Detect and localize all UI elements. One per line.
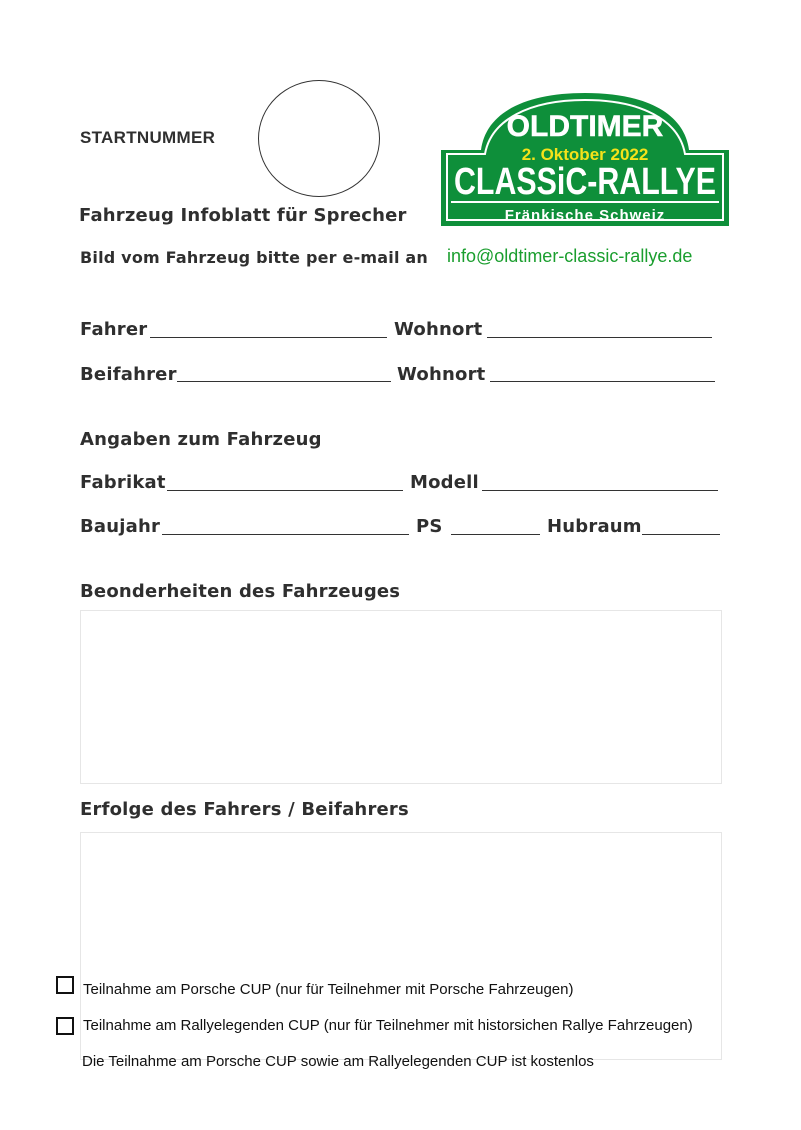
modell-label: Modell — [410, 472, 479, 493]
successes-title: Erfolge des Fahrers / Beifahrers — [80, 799, 409, 820]
fahrer-label: Fahrer — [80, 319, 148, 340]
wohnort-label: Wohnort — [394, 319, 483, 340]
fahrer-wohnort-field[interactable] — [487, 337, 712, 338]
fahrer-field[interactable] — [150, 337, 387, 338]
beifahrer-label: Beifahrer — [80, 364, 177, 385]
modell-field[interactable] — [482, 490, 718, 491]
fabrikat-label: Fabrikat — [80, 472, 166, 493]
fabrikat-field[interactable] — [167, 490, 403, 491]
baujahr-label: Baujahr — [80, 516, 161, 537]
rallye-logo-graphic — [441, 90, 729, 230]
rallye-logo — [441, 90, 729, 230]
startnummer-circle[interactable] — [258, 80, 380, 197]
beifahrer-wohnort-field[interactable] — [490, 381, 715, 382]
logo-date: 2. Oktober 2022 — [521, 145, 649, 164]
startnummer-label: STARTNUMMER — [80, 128, 216, 147]
vehicle-section-title: Angaben zum Fahrzeug — [80, 429, 322, 450]
porsche-cup-label: Teilnahme am Porsche CUP (nur für Teilnehmer mit Porsche Fahrzeugen) — [83, 981, 574, 998]
photo-instruction: Bild vom Fahrzeug bitte per e-mail an — [80, 248, 429, 267]
ps-field[interactable] — [451, 534, 540, 535]
wohnort2-label: Wohnort — [397, 364, 486, 385]
specials-textarea[interactable] — [80, 610, 722, 784]
rallyelegenden-cup-checkbox[interactable] — [56, 1017, 74, 1035]
email-link[interactable]: info@oldtimer-classic-rallye.de — [447, 246, 693, 266]
hubraum-label: Hubraum — [547, 516, 642, 537]
porsche-cup-checkbox[interactable] — [56, 976, 74, 994]
cup-note: Die Teilnahme am Porsche CUP sowie am Rallyelegenden CUP ist kostenlos — [82, 1053, 594, 1070]
ps-label: PS — [416, 516, 443, 537]
logo-line2: CLASSiC-RALLYE — [454, 161, 716, 203]
rallyelegenden-cup-label: Teilnahme am Rallyelegenden CUP (nur für Teilnehmer mit historsichen Rallye Fahrzeugen) — [83, 1017, 693, 1034]
page-title: Fahrzeug Infoblatt für Sprecher — [79, 205, 407, 226]
logo-line1: OLDTIMER — [506, 110, 664, 143]
specials-title: Beonderheiten des Fahrzeuges — [80, 581, 401, 602]
baujahr-field[interactable] — [162, 534, 409, 535]
hubraum-field[interactable] — [642, 534, 720, 535]
beifahrer-field[interactable] — [177, 381, 391, 382]
logo-line3: Fränkische Schweiz — [504, 207, 666, 224]
